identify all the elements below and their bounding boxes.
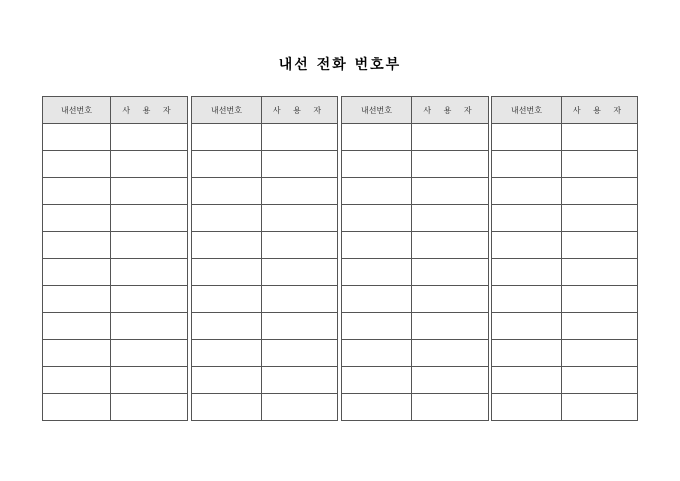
- table-row: [43, 286, 188, 313]
- table-row: [492, 286, 638, 313]
- header-row: [342, 97, 489, 124]
- user-cell[interactable]: [412, 286, 489, 313]
- header-row: [43, 97, 188, 124]
- header-row: [192, 97, 338, 124]
- extension-cell[interactable]: [342, 313, 412, 340]
- user-cell[interactable]: [111, 151, 188, 178]
- table-row: [192, 394, 338, 421]
- extension-cell[interactable]: [192, 394, 262, 421]
- user-cell[interactable]: [111, 205, 188, 232]
- extension-cell[interactable]: [492, 232, 562, 259]
- user-cell[interactable]: [262, 313, 338, 340]
- user-cell[interactable]: [562, 205, 638, 232]
- table-row: [43, 394, 188, 421]
- extension-cell[interactable]: [342, 259, 412, 286]
- user-cell[interactable]: [562, 286, 638, 313]
- user-cell[interactable]: [262, 286, 338, 313]
- table-row: [492, 313, 638, 340]
- user-cell[interactable]: [262, 367, 338, 394]
- user-cell[interactable]: [412, 340, 489, 367]
- extension-cell[interactable]: [342, 205, 412, 232]
- user-cell[interactable]: [111, 124, 188, 151]
- user-cell[interactable]: [262, 259, 338, 286]
- table-row: [342, 394, 489, 421]
- directory-table-1: [42, 96, 188, 421]
- table-body: [342, 124, 489, 421]
- table-row: [492, 394, 638, 421]
- header-extension: 내선번호: [43, 97, 111, 124]
- user-cell[interactable]: [111, 286, 188, 313]
- extension-cell[interactable]: [43, 340, 111, 367]
- user-cell[interactable]: [111, 394, 188, 421]
- user-cell[interactable]: [262, 232, 338, 259]
- table-body: [192, 124, 338, 421]
- table-row: [342, 367, 489, 394]
- header-extension: 내선번호: [342, 97, 412, 124]
- extension-cell[interactable]: [492, 286, 562, 313]
- table-row: [342, 313, 489, 340]
- extension-cell[interactable]: [342, 151, 412, 178]
- extension-cell[interactable]: [192, 232, 262, 259]
- table-row: [192, 178, 338, 205]
- user-cell[interactable]: [412, 178, 489, 205]
- user-cell[interactable]: [562, 124, 638, 151]
- extension-cell[interactable]: [192, 178, 262, 205]
- user-cell[interactable]: [562, 259, 638, 286]
- user-cell[interactable]: [111, 178, 188, 205]
- header-row: [492, 97, 638, 124]
- table-row: [43, 367, 188, 394]
- user-cell[interactable]: [412, 232, 489, 259]
- table-row: [192, 286, 338, 313]
- table-row: [492, 340, 638, 367]
- extension-cell[interactable]: [342, 232, 412, 259]
- user-cell[interactable]: [412, 367, 489, 394]
- extension-cell[interactable]: [492, 205, 562, 232]
- extension-cell[interactable]: [192, 151, 262, 178]
- table-row: [342, 340, 489, 367]
- table-row: [342, 286, 489, 313]
- table-body: [43, 124, 188, 421]
- header-user: 사 용 자: [262, 97, 338, 124]
- header-extension: 내선번호: [192, 97, 262, 124]
- table-row: [492, 124, 638, 151]
- table-row: [43, 178, 188, 205]
- table-row: [43, 151, 188, 178]
- user-cell[interactable]: [562, 367, 638, 394]
- table-row: [492, 367, 638, 394]
- extension-cell[interactable]: [192, 286, 262, 313]
- extension-cell[interactable]: [492, 124, 562, 151]
- extension-cell[interactable]: [342, 286, 412, 313]
- extension-cell[interactable]: [43, 232, 111, 259]
- table-row: [342, 232, 489, 259]
- extension-cell[interactable]: [342, 124, 412, 151]
- table-row: [492, 178, 638, 205]
- table-row: [342, 124, 489, 151]
- extension-cell[interactable]: [43, 151, 111, 178]
- header-extension: 내선번호: [492, 97, 562, 124]
- table-row: [492, 232, 638, 259]
- user-cell[interactable]: [412, 313, 489, 340]
- table-row: [192, 259, 338, 286]
- user-cell[interactable]: [412, 394, 489, 421]
- user-cell[interactable]: [562, 313, 638, 340]
- extension-cell[interactable]: [492, 178, 562, 205]
- user-cell[interactable]: [262, 178, 338, 205]
- table-row: [43, 313, 188, 340]
- user-cell[interactable]: [111, 259, 188, 286]
- extension-cell[interactable]: [192, 367, 262, 394]
- table-row: [342, 259, 489, 286]
- table-row: [43, 205, 188, 232]
- user-cell[interactable]: [412, 151, 489, 178]
- table-row: [192, 340, 338, 367]
- extension-cell[interactable]: [342, 178, 412, 205]
- directory-table-2: [191, 96, 338, 421]
- user-cell[interactable]: [562, 151, 638, 178]
- extension-cell[interactable]: [43, 124, 111, 151]
- table-row: [43, 232, 188, 259]
- user-cell[interactable]: [262, 205, 338, 232]
- extension-cell[interactable]: [492, 340, 562, 367]
- table-row: [43, 340, 188, 367]
- user-cell[interactable]: [262, 394, 338, 421]
- table-row: [342, 205, 489, 232]
- table-row: [192, 151, 338, 178]
- user-cell[interactable]: [412, 205, 489, 232]
- document-title: 내선 전화 번호부: [278, 57, 402, 73]
- table-row: [342, 178, 489, 205]
- header-user: 사 용 자: [562, 97, 638, 124]
- user-cell[interactable]: [562, 178, 638, 205]
- user-cell[interactable]: [412, 124, 489, 151]
- table-body: [492, 124, 638, 421]
- directory-table-4: [491, 96, 638, 421]
- user-cell[interactable]: [111, 313, 188, 340]
- table-row: [43, 124, 188, 151]
- user-cell[interactable]: [562, 394, 638, 421]
- table-row: [192, 205, 338, 232]
- extension-cell[interactable]: [192, 124, 262, 151]
- extension-cell[interactable]: [342, 394, 412, 421]
- extension-cell[interactable]: [492, 151, 562, 178]
- table-row: [192, 313, 338, 340]
- extension-cell[interactable]: [43, 313, 111, 340]
- extension-cell[interactable]: [43, 205, 111, 232]
- user-cell[interactable]: [111, 232, 188, 259]
- table-row: [192, 367, 338, 394]
- table-row: [192, 124, 338, 151]
- header-user: 사 용 자: [111, 97, 188, 124]
- user-cell[interactable]: [262, 124, 338, 151]
- extension-cell[interactable]: [492, 367, 562, 394]
- extension-cell[interactable]: [43, 367, 111, 394]
- extension-cell[interactable]: [492, 313, 562, 340]
- extension-cell[interactable]: [43, 394, 111, 421]
- extension-cell[interactable]: [43, 286, 111, 313]
- extension-cell[interactable]: [342, 340, 412, 367]
- table-row: [492, 205, 638, 232]
- user-cell[interactable]: [562, 340, 638, 367]
- table-row: [492, 151, 638, 178]
- extension-cell[interactable]: [492, 259, 562, 286]
- user-cell[interactable]: [562, 232, 638, 259]
- extension-cell[interactable]: [492, 394, 562, 421]
- header-user: 사 용 자: [412, 97, 489, 124]
- extension-cell[interactable]: [192, 313, 262, 340]
- user-cell[interactable]: [262, 151, 338, 178]
- user-cell[interactable]: [262, 340, 338, 367]
- extension-cell[interactable]: [192, 205, 262, 232]
- user-cell[interactable]: [111, 340, 188, 367]
- table-row: [492, 259, 638, 286]
- table-row: [43, 259, 188, 286]
- extension-cell[interactable]: [192, 259, 262, 286]
- extension-cell[interactable]: [342, 367, 412, 394]
- extension-cell[interactable]: [43, 178, 111, 205]
- directory-table-3: [341, 96, 489, 421]
- user-cell[interactable]: [412, 259, 489, 286]
- extension-cell[interactable]: [43, 259, 111, 286]
- extension-cell[interactable]: [192, 340, 262, 367]
- table-row: [192, 232, 338, 259]
- table-row: [342, 151, 489, 178]
- user-cell[interactable]: [111, 367, 188, 394]
